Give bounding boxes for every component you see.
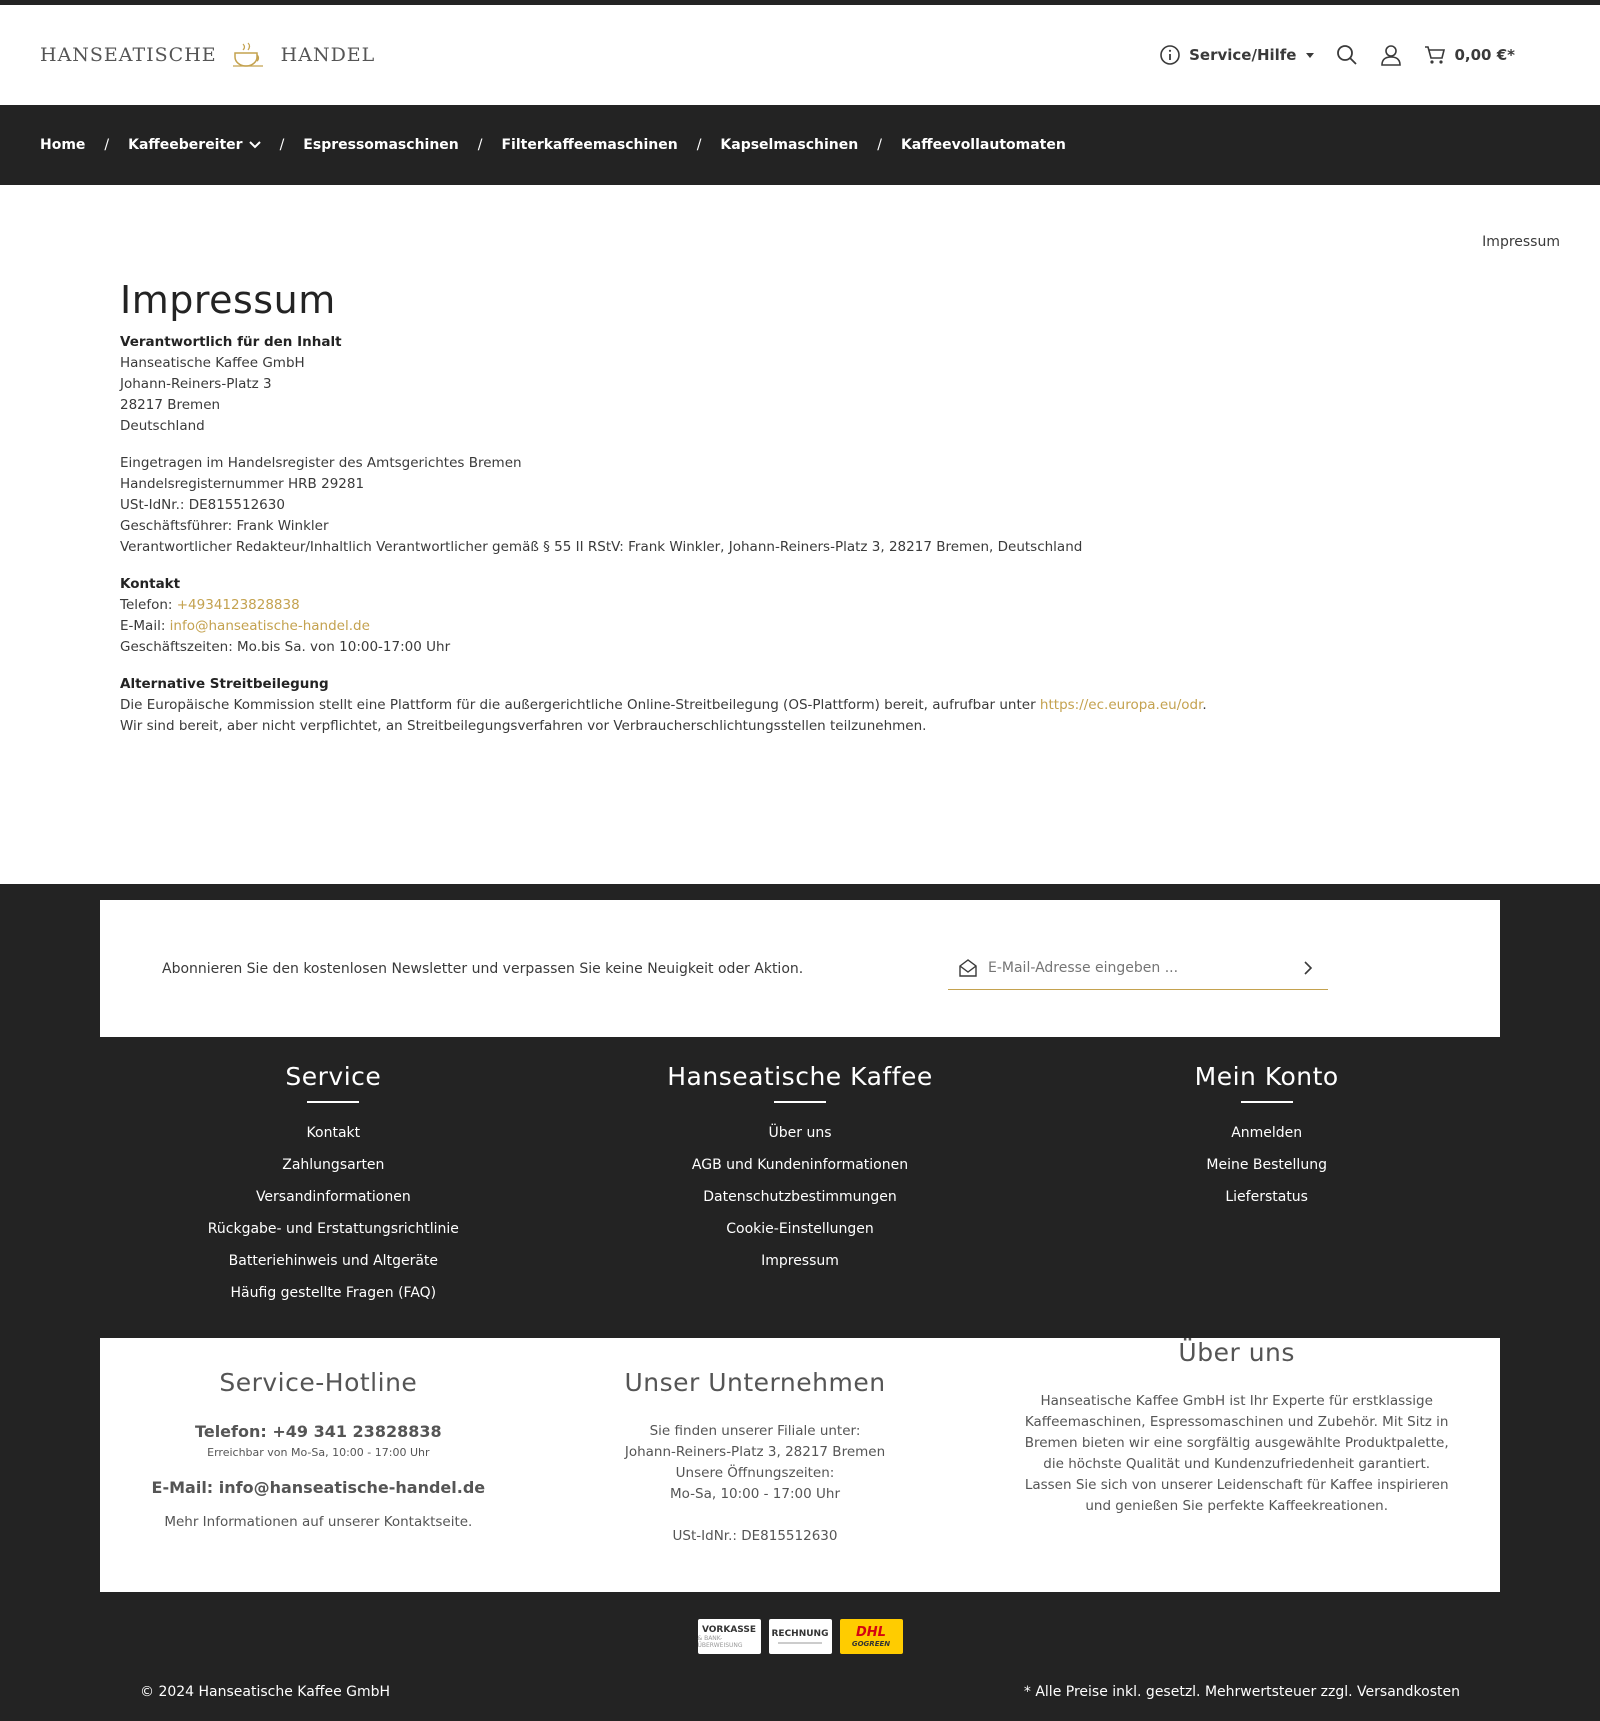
search-button[interactable] (1336, 44, 1358, 66)
vorkasse-sublabel: & BANK-ÜBERWEISUNG (697, 1634, 743, 1649)
nav-kapselmaschinen[interactable]: Kapselmaschinen (720, 137, 859, 153)
nav-filterkaffeemaschinen[interactable]: Filterkaffeemaschinen (501, 137, 678, 153)
hotline-email[interactable]: E-Mail: info@hanseatische-handel.de (151, 1478, 486, 1497)
cart-button[interactable] (1424, 44, 1515, 66)
company-vat-id: USt-IdNr.: DE815512630 (672, 1528, 838, 1544)
account-button[interactable] (1380, 44, 1402, 66)
street: Johann-Reiners-Platz 3 (120, 376, 272, 392)
chevron-right-icon[interactable] (1298, 958, 1318, 978)
vat-note: * Alle Preise inkl. gesetzl. Mehrwertsteuer zzgl. Versandkosten (1023, 1684, 1460, 1700)
footer-link-agb[interactable]: AGB und Kundeninformationen (691, 1157, 909, 1173)
dispute-end: . (1202, 697, 1207, 713)
about-title: Über uns (1178, 1338, 1295, 1367)
company-box (537, 1338, 974, 1592)
dispute-section (120, 674, 1420, 737)
cart-total: 0,00 €* (1454, 46, 1515, 64)
hotline-more-info[interactable]: Mehr Informationen auf unserer Kontaktseite. (164, 1514, 473, 1530)
footer-link-ueber-uns[interactable]: Über uns (768, 1125, 832, 1141)
copyright: © 2024 Hanseatische Kaffee GmbH (140, 1684, 391, 1700)
phone-link[interactable]: +4934123828838 (176, 597, 300, 613)
newsletter-email-input[interactable] (988, 960, 1288, 976)
site-logo[interactable] (40, 41, 375, 69)
service-hotline-box (100, 1338, 537, 1592)
nav-separator: / (477, 137, 483, 153)
nav-home[interactable]: Home (40, 137, 86, 153)
rechnung-line (778, 1642, 822, 1644)
company-line-2: Johann-Reiners-Platz 3, 28217 Bremen (624, 1444, 886, 1460)
nav-separator: / (877, 137, 882, 153)
hotline-hours: Erreichbar von Mo-Sa, 10:00 - 17:00 Uhr (207, 1446, 430, 1459)
footer-link-faq[interactable]: Häufig gestellte Fragen (FAQ) (230, 1285, 437, 1301)
footer-col-title: Mein Konto (1194, 1062, 1339, 1091)
register-section (120, 453, 1420, 558)
newsletter-form (948, 948, 1328, 990)
register-court: Eingetragen im Handelsregister des Amtsgerichtes Bremen (120, 455, 522, 471)
newsletter-box (100, 900, 1500, 1037)
vorkasse-label: VORKASSE (701, 1624, 757, 1635)
hotline-phone[interactable]: Telefon: +49 341 23828838 (195, 1422, 442, 1441)
rechnung-label: RECHNUNG (771, 1629, 829, 1639)
footer-link-impressum[interactable]: Impressum (761, 1253, 839, 1269)
nav-espressomaschinen[interactable]: Espressomaschinen (303, 137, 459, 153)
company-line-4: Mo-Sa, 10:00 - 17:00 Uhr (670, 1486, 840, 1502)
footer-link-rueckgabe[interactable]: Rückgabe- und Erstattungsrichtlinie (207, 1221, 459, 1237)
ceo: Geschäftsführer: Frank Winkler (120, 518, 329, 534)
title-underline (1241, 1101, 1293, 1103)
dhl-badge (840, 1619, 903, 1654)
responsible-heading: Verantwortlich für den Inhalt (120, 334, 342, 350)
responsible-section (120, 332, 1420, 437)
dispute-text: Die Europäische Kommission stellt eine Plattform für die außergerichtliche Online-Streitbeilegung (OS-Plattform) bereit, aufrufbar unter (120, 697, 1040, 713)
service-help-label: Service/Hilfe (1189, 46, 1297, 64)
dispute-text-2: Wir sind bereit, aber nicht verpflichtet, an Streitbeilegungsverfahren vor Verbraucherschlichtungsstellen teilzunehmen. (120, 718, 927, 734)
about-text: Hanseatische Kaffee GmbH ist Ihr Experte für erstklassige Kaffeemaschinen, Espressomaschinen und Zubehör. Mit Sitz in Bremen bieten wir eine sorgfältig ausgewählte Produktpalette, die höchste Qualität und Kundenzufriedenheit garantiert. Lassen Sie sich von unserer Leidenschaft für Kaffee inspirieren und genießen Sie perfekte Kaffeekreationen. (1024, 1393, 1449, 1514)
logo-text-left: HANSEATISCHE (40, 44, 217, 66)
service-help-dropdown[interactable] (1159, 44, 1314, 66)
phone-label: Telefon: (120, 597, 177, 613)
footer-col-company (567, 1062, 1034, 1315)
dhl-label: DHL (856, 1625, 886, 1640)
company-name: Hanseatische Kaffee GmbH (120, 355, 305, 371)
contact-section (120, 574, 1420, 658)
vat-id: USt-IdNr.: DE815512630 (120, 497, 285, 513)
caret-down-icon (1306, 53, 1314, 58)
nav-kaffeevollautomaten[interactable]: Kaffeevollautomaten (900, 137, 1066, 153)
title-underline (774, 1101, 826, 1103)
company-line-1: Sie finden unserer Filiale unter: (649, 1423, 861, 1439)
nav-kaffeebereiter[interactable] (128, 137, 260, 153)
editor: Verantwortlicher Redakteur/Inhaltlich Verantwortlicher gemäß § 55 II RStV: Frank Winkler, Johann-Reiners-Platz 3, 28217 Bremen, Deutschland (120, 539, 1083, 555)
footer-link-anmelden[interactable]: Anmelden (1231, 1125, 1303, 1141)
hotline-title: Service-Hotline (219, 1368, 418, 1397)
city: 28217 Bremen (120, 397, 221, 413)
footer-link-meine-bestellung[interactable]: Meine Bestellung (1206, 1157, 1327, 1173)
dhl-sublabel: GOGREEN (851, 1640, 891, 1648)
newsletter-text: Abonnieren Sie den kostenlosen Newsletter und verpassen Sie keine Neuigkeit oder Aktion. (162, 960, 804, 977)
page-title: Impressum (120, 278, 336, 322)
about-box (973, 1338, 1500, 1592)
payment-methods (0, 1619, 1600, 1654)
footer-col-service (100, 1062, 567, 1315)
nav-kaffeebereiter-label: Kaffeebereiter (128, 137, 243, 153)
footer-link-kontakt[interactable]: Kontakt (306, 1125, 361, 1141)
business-hours: Geschäftszeiten: Mo.bis Sa. von 10:00-17:00 Uhr (120, 639, 451, 655)
coffee-cup-icon (231, 41, 267, 69)
footer-col-account (1033, 1062, 1500, 1315)
title-underline (307, 1101, 359, 1103)
footer-link-zahlungsarten[interactable]: Zahlungsarten (282, 1157, 385, 1173)
email-label: E-Mail: (120, 618, 170, 634)
search-icon (1336, 44, 1358, 66)
footer-info-box (100, 1338, 1500, 1592)
rechnung-badge (769, 1619, 832, 1654)
footer-col-title: Service (285, 1062, 382, 1091)
contact-heading: Kontakt (120, 576, 181, 592)
footer-link-batteriehinweis[interactable]: Batteriehinweis und Altgeräte (228, 1253, 438, 1269)
site-footer (0, 884, 1600, 1721)
main-content (120, 278, 1420, 753)
footer-link-datenschutz[interactable]: Datenschutzbestimmungen (703, 1189, 897, 1205)
site-header (0, 5, 1600, 105)
footer-link-lieferstatus[interactable]: Lieferstatus (1225, 1189, 1308, 1205)
chevron-down-icon (249, 141, 261, 149)
register-number: Handelsregisternummer HRB 29281 (120, 476, 365, 492)
envelope-open-icon (958, 958, 978, 978)
header-actions (1159, 44, 1515, 66)
footer-col-title: Hanseatische Kaffee (667, 1062, 933, 1091)
nav-separator: / (279, 137, 285, 153)
vorkasse-badge (698, 1619, 761, 1654)
country: Deutschland (120, 418, 205, 434)
email-link[interactable]: info@hanseatische-handel.de (169, 618, 370, 634)
user-icon (1380, 44, 1402, 66)
footer-link-versandinformationen[interactable]: Versandinformationen (255, 1189, 411, 1205)
company-line-3: Unsere Öffnungszeiten: (675, 1465, 835, 1481)
info-icon (1159, 44, 1181, 66)
company-title: Unser Unternehmen (624, 1368, 886, 1397)
cart-icon (1424, 44, 1446, 66)
breadcrumb[interactable]: Impressum (1482, 234, 1560, 250)
footer-link-cookie-settings[interactable]: Cookie-Einstellungen (726, 1221, 874, 1237)
nav-separator: / (696, 137, 702, 153)
main-navigation (0, 105, 1600, 185)
odr-link[interactable]: https://ec.europa.eu/odr (1039, 697, 1203, 713)
footer-columns (100, 1062, 1500, 1315)
dispute-heading: Alternative Streitbeilegung (120, 676, 329, 692)
logo-text-right: HANDEL (280, 44, 376, 66)
nav-separator: / (104, 137, 110, 153)
